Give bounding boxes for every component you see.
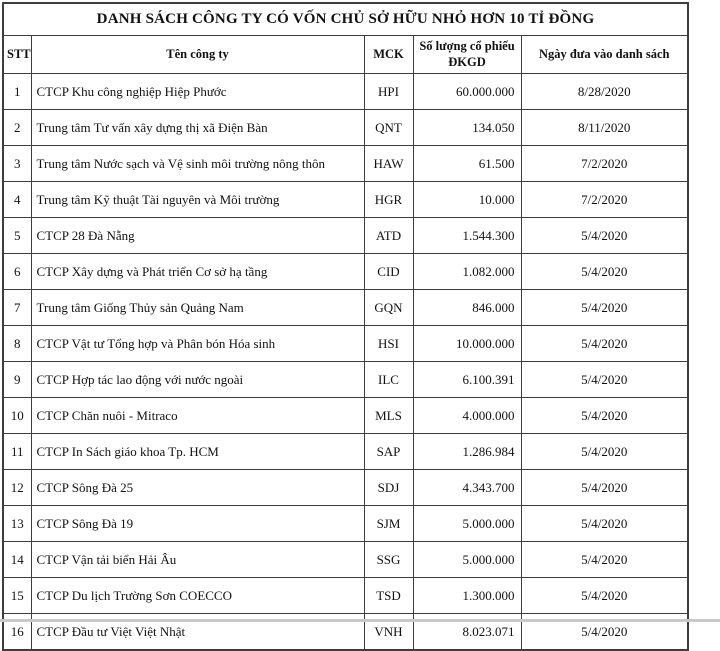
cell-stt: 5 <box>3 218 31 254</box>
cell-ticker: TSD <box>364 578 413 614</box>
cell-company-name: CTCP Chăn nuôi - Mitraco <box>31 398 364 434</box>
cell-company-name: Trung tâm Nước sạch và Vệ sinh môi trường nông thôn <box>31 146 364 182</box>
cell-date: 5/4/2020 <box>521 398 688 434</box>
page-title: DANH SÁCH CÔNG TY CÓ VỐN CHỦ SỞ HỮU NHỎ HƠN 10 TỈ ĐỒNG <box>3 3 688 36</box>
table-row <box>3 290 688 326</box>
cell-company-name: CTCP Khu công nghiệp Hiệp Phước <box>31 74 364 110</box>
title-row <box>3 3 688 36</box>
cell-date: 7/2/2020 <box>521 146 688 182</box>
table-row <box>3 74 688 110</box>
cell-stt: 3 <box>3 146 31 182</box>
table-header-row <box>3 36 688 74</box>
bottom-edge-strip <box>0 619 720 622</box>
cell-ticker: CID <box>364 254 413 290</box>
cell-company-name: Trung tâm Kỹ thuật Tài nguyên và Môi trường <box>31 182 364 218</box>
column-header-date: Ngày đưa vào danh sách <box>521 36 688 74</box>
cell-stt: 11 <box>3 434 31 470</box>
cell-shares: 1.544.300 <box>413 218 521 254</box>
cell-company-name: CTCP In Sách giáo khoa Tp. HCM <box>31 434 364 470</box>
table-row <box>3 578 688 614</box>
cell-shares: 10.000 <box>413 182 521 218</box>
cell-company-name: Trung tâm Giống Thủy sản Quảng Nam <box>31 290 364 326</box>
cell-date: 5/4/2020 <box>521 326 688 362</box>
table-row <box>3 470 688 506</box>
cell-shares: 4.000.000 <box>413 398 521 434</box>
cell-date: 5/4/2020 <box>521 506 688 542</box>
cell-date: 7/2/2020 <box>521 182 688 218</box>
cell-company-name: CTCP 28 Đà Nẵng <box>31 218 364 254</box>
cell-date: 5/4/2020 <box>521 470 688 506</box>
column-header-name: Tên công ty <box>31 36 364 74</box>
cell-shares: 6.100.391 <box>413 362 521 398</box>
cell-shares: 1.082.000 <box>413 254 521 290</box>
cell-date: 5/4/2020 <box>521 542 688 578</box>
table-row <box>3 182 688 218</box>
cell-date: 5/4/2020 <box>521 218 688 254</box>
cell-ticker: QNT <box>364 110 413 146</box>
cell-ticker: GQN <box>364 290 413 326</box>
cell-date: 8/11/2020 <box>521 110 688 146</box>
cell-stt: 1 <box>3 74 31 110</box>
cell-shares: 5.000.000 <box>413 542 521 578</box>
cell-shares: 4.343.700 <box>413 470 521 506</box>
table-row <box>3 254 688 290</box>
cell-stt: 16 <box>3 614 31 651</box>
table-row <box>3 362 688 398</box>
cell-stt: 6 <box>3 254 31 290</box>
cell-stt: 13 <box>3 506 31 542</box>
cell-ticker: VNH <box>364 614 413 651</box>
company-table <box>2 2 689 651</box>
cell-stt: 15 <box>3 578 31 614</box>
cell-stt: 7 <box>3 290 31 326</box>
cell-date: 5/4/2020 <box>521 254 688 290</box>
cell-date: 5/4/2020 <box>521 290 688 326</box>
cell-date: 5/4/2020 <box>521 362 688 398</box>
cell-date: 5/4/2020 <box>521 614 688 651</box>
table-body <box>3 74 688 651</box>
cell-stt: 2 <box>3 110 31 146</box>
cell-shares: 1.300.000 <box>413 578 521 614</box>
table-row <box>3 326 688 362</box>
cell-ticker: SSG <box>364 542 413 578</box>
column-header-ticker: MCK <box>364 36 413 74</box>
cell-stt: 9 <box>3 362 31 398</box>
cell-ticker: HSI <box>364 326 413 362</box>
table-row <box>3 542 688 578</box>
table-row <box>3 434 688 470</box>
cell-ticker: SJM <box>364 506 413 542</box>
cell-ticker: ATD <box>364 218 413 254</box>
cell-company-name: CTCP Đầu tư Việt Việt Nhật <box>31 614 364 651</box>
cell-shares: 5.000.000 <box>413 506 521 542</box>
cell-date: 5/4/2020 <box>521 578 688 614</box>
cell-company-name: CTCP Vận tải biển Hải Âu <box>31 542 364 578</box>
cell-date: 8/28/2020 <box>521 74 688 110</box>
cell-ticker: SDJ <box>364 470 413 506</box>
cell-shares: 134.050 <box>413 110 521 146</box>
cell-ticker: MLS <box>364 398 413 434</box>
cell-stt: 12 <box>3 470 31 506</box>
cell-stt: 10 <box>3 398 31 434</box>
table-row <box>3 146 688 182</box>
cell-shares: 1.286.984 <box>413 434 521 470</box>
cell-ticker: HGR <box>364 182 413 218</box>
cell-shares: 61.500 <box>413 146 521 182</box>
cell-shares: 846.000 <box>413 290 521 326</box>
cell-stt: 4 <box>3 182 31 218</box>
cell-company-name: CTCP Sông Đà 25 <box>31 470 364 506</box>
table-row <box>3 398 688 434</box>
cell-ticker: SAP <box>364 434 413 470</box>
cell-ticker: HAW <box>364 146 413 182</box>
cell-ticker: ILC <box>364 362 413 398</box>
cell-shares: 8.023.071 <box>413 614 521 651</box>
table-row <box>3 506 688 542</box>
cell-shares: 10.000.000 <box>413 326 521 362</box>
cell-stt: 8 <box>3 326 31 362</box>
cell-date: 5/4/2020 <box>521 434 688 470</box>
cell-company-name: Trung tâm Tư vấn xây dựng thị xã Điện Bàn <box>31 110 364 146</box>
column-header-shares: Số lượng cổ phiếu ĐKGD <box>413 36 521 74</box>
cell-company-name: CTCP Du lịch Trường Sơn COECCO <box>31 578 364 614</box>
cell-ticker: HPI <box>364 74 413 110</box>
column-header-stt: STT <box>3 36 31 74</box>
cell-shares: 60.000.000 <box>413 74 521 110</box>
cell-company-name: CTCP Hợp tác lao động với nước ngoài <box>31 362 364 398</box>
cell-stt: 14 <box>3 542 31 578</box>
table-row <box>3 218 688 254</box>
cell-company-name: CTCP Vật tư Tổng hợp và Phân bón Hóa sinh <box>31 326 364 362</box>
table-row <box>3 110 688 146</box>
cell-company-name: CTCP Xây dựng và Phát triển Cơ sở hạ tầng <box>31 254 364 290</box>
cell-company-name: CTCP Sông Đà 19 <box>31 506 364 542</box>
